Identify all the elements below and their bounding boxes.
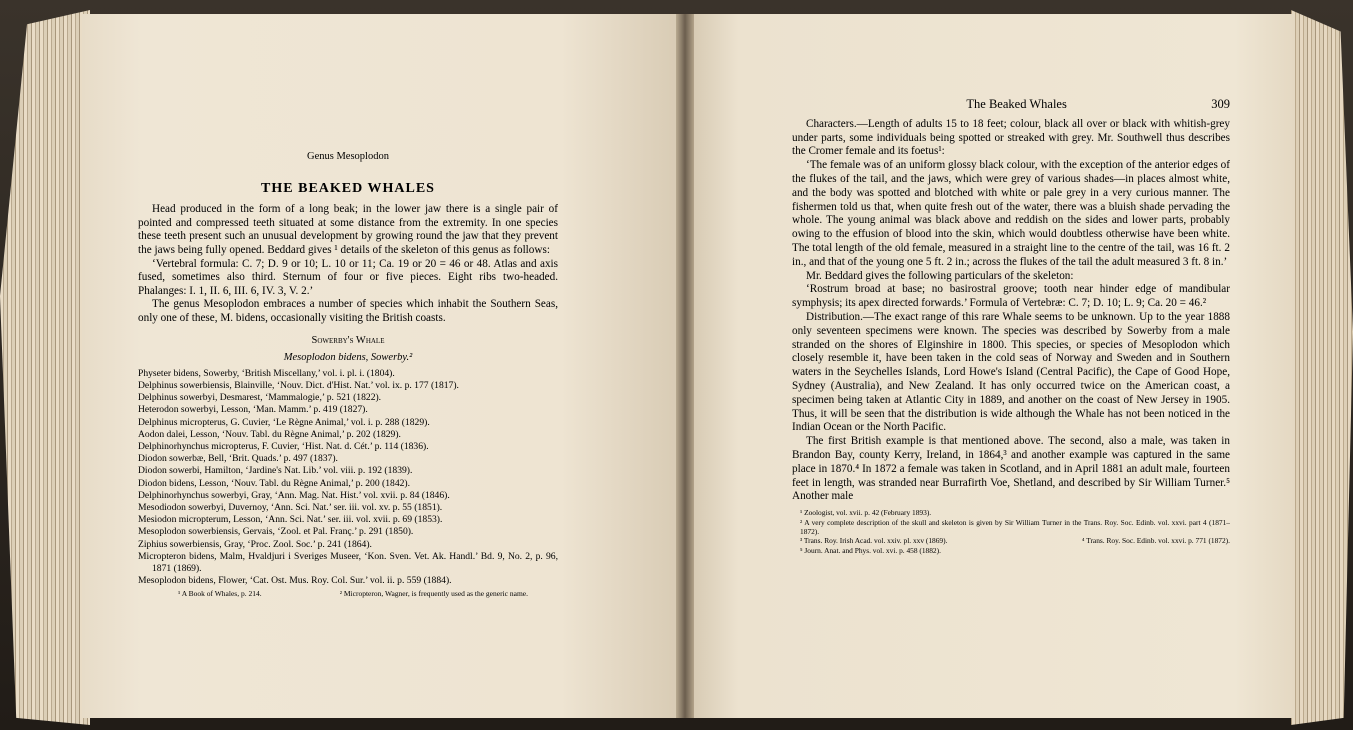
synonym-list — [138, 368, 558, 588]
synonym-entry: Mesiodon micropterum, Lesson, ‘Ann. Sci. Nat.’ ser. iii. vol. xvii. p. 69 (1853). — [138, 514, 443, 526]
page-title: THE BEAKED WHALES — [261, 180, 435, 196]
footnote: ⁵ Journ. Anat. and Phys. vol. xvi. p. 458 (1882). — [800, 545, 941, 555]
synonym-entry: Delphinus micropterus, G. Cuvier, ‘Le Règne Animal,’ vol. i. p. 288 (1829). — [138, 416, 430, 428]
footnote: ³ Trans. Roy. Irish Acad. vol. xxiv. pl. xxv (1869). — [800, 536, 948, 546]
genus-label: Genus Mesoplodon — [307, 151, 389, 162]
synonym-entry: Delphinorhynchus micropterus, F. Cuvier, ‘Hist. Nat. d. Cét.’ p. 114 (1836). — [138, 440, 429, 452]
synonym-entry: Diodon sowerbæ, Bell, ‘Brit. Quads.’ p. 497 (1837). — [138, 453, 338, 465]
characters-paragraph: Characters.—Length of adults 15 to 18 feet; colour, black all over or black with whitish-grey under parts, some individuals being spotted or streaked with grey. Mr. Southwell thus describes the Cromer female and its foetus¹: — [792, 117, 1230, 158]
synonym-entry: Physeter bidens, Sowerby, ‘British Miscellany,’ vol. i. pl. i. (1804). — [138, 367, 395, 379]
book-gutter — [676, 14, 694, 718]
right-footnotes — [792, 508, 1230, 555]
footnote: ² Micropteron, Wagner, is frequently used as the generic name. — [339, 589, 528, 599]
beddard-paragraph: Mr. Beddard gives the following particulars of the skeleton: — [806, 269, 1074, 282]
footnote: ⁴ Trans. Roy. Soc. Edinb. vol. xxvi. p. 771 (1872). — [1081, 536, 1230, 546]
rostrum-paragraph: ‘Rostrum broad at base; no basirostral groove; tooth near hinder edge of mandibular symphysis; its apex directed forwards.’ Formula of Vertebræ: C. 7; D. 10; L. 9; Ca. 20 = 46.² — [792, 283, 1230, 310]
synonym-entry: Delphinus sowerbiensis, Blainville, ‘Nouv. Dict. d'Hist. Nat.’ vol. ix. p. 177 (1817). — [138, 379, 459, 391]
synonym-entry: Ziphius sowerbiensis, Gray, ‘Proc. Zool. Soc.’ p. 241 (1864). — [138, 538, 372, 550]
synonym-entry: Diodon bidens, Lesson, ‘Nouv. Tabl. du Règne Animal,’ p. 200 (1842). — [138, 477, 411, 489]
synonym-entry: Mesoplodon sowerbiensis, Gervais, ‘Zool. et Pal. Franç.’ p. 291 (1850). — [138, 526, 414, 538]
running-head-title: The Beaked Whales — [966, 97, 1067, 111]
british-examples-paragraph: The first British example is that mentioned above. The second, also a male, was taken in Brandon Bay, county Kerry, Ireland, in 1864,³ and another example was captured in the same place in 1870.⁴ In 1872 a female was taken in Scotland, and in April 1881 an adult male, fourteen feet in length, was stranded near Burrafirth Voe, Shetland, and described by Sir William Turner.⁵ Another male — [792, 435, 1230, 503]
page-edges-right — [1291, 10, 1353, 725]
footnote-row — [792, 536, 1230, 545]
synonym-entry: Mesoplodon bidens, Flower, ‘Cat. Ost. Mus. Roy. Col. Sur.’ vol. ii. p. 559 (1884). — [138, 575, 452, 587]
left-page-text — [138, 150, 558, 599]
footnote: ¹ A Book of Whales, p. 214. — [178, 589, 262, 599]
left-footnotes — [138, 589, 558, 599]
synonym-entry: Micropteron bidens, Malm, Hvaldjuri i Sveriges Museer, ‘Kon. Sven. Vet. Ak. Handl.’ Bd. 9, No. 2, p. 96, 1871 (1869). — [138, 550, 558, 574]
vertebral-formula: ‘Vertebral formula: C. 7; D. 9 or 10; L. 10 or 11; Ca. 19 or 20 = 46 or 48. Atlas and axis fused, sometimes also third. Sternum of four or five pieces. Eight ribs two-headed. Phalanges: I. 1, II. 6, III. 6, IV. 3, V. 2.’ — [138, 257, 558, 297]
species-heading: Sowerby's Whale — [311, 334, 385, 346]
synonym-entry: Mesodiodon sowerbyi, Duvernoy, ‘Ann. Sci. Nat.’ ser. iii. vol. xv. p. 55 (1851). — [138, 501, 443, 513]
species-name: Mesoplodon bidens, Sowerby.² — [283, 352, 413, 364]
synonym-entry: Diodon sowerbi, Hamilton, ‘Jardine's Nat. Lib.’ vol. viii. p. 192 (1839). — [138, 465, 413, 477]
distribution-paragraph: Distribution.—The exact range of this rare Whale seems to be unknown. Up to the year 1888 only seventeen specimens were known. The species was described by Sowerby from a male stranded on the shores of Elginshire in 1800. This species, or species of Mesoplodon which closely resemble it, have been taken in the cold seas of Norway and Sweden and in Southern waters in the Seychelles Islands, Lord Howe's Island (Central Pacific), the Cape of Good Hope, Sydney (Australia), and New Zealand. It has only occurred twice on the American coast, a specimen being taken at Atlantic City in 1889, and another on the coast of New Jersey in 1905. Thus, it will be seen that the distribution is wide although the Whale has not been noticed in the Indian Ocean or the North Pacific. — [792, 310, 1230, 434]
synonym-entry: Aodon dalei, Lesson, ‘Nouv. Tabl. du Règne Animal,’ p. 202 (1829). — [138, 428, 401, 440]
genus-paragraph: The genus Mesoplodon embraces a number of species which inhabit the Southern Seas, only one of these, M. bidens, occasionally visiting the British coasts. — [138, 298, 558, 324]
running-head — [792, 98, 1230, 112]
right-page-text — [792, 98, 1230, 555]
intro-paragraph: Head produced in the form of a long beak; in the lower jaw there is a single pair of pointed and compressed teeth situated at some distance from the extremity. In one species these teeth present such an unusual development by growing round the jaw that they prevent the jaws being fully opened. Beddard gives ¹ details of the skeleton of this genus as follows: — [138, 203, 558, 256]
synonym-entry: Delphinorhynchus sowerbyi, Gray, ‘Ann. Mag. Nat. Hist.’ vol. xvii. p. 84 (1846). — [138, 489, 450, 501]
footnote: ² A very complete description of the skull and skeleton is given by Sir William Turner in the Trans. Roy. Soc. Edinb. vol. xxvi. part 4 (1871–1872). — [800, 517, 1230, 536]
synonym-entry: Heterodon sowerbyi, Lesson, ‘Man. Mamm.’ p. 419 (1827). — [138, 404, 368, 416]
footnote: ¹ Zoologist, vol. xvii. p. 42 (February 1893). — [800, 508, 932, 518]
page-edges-left — [0, 10, 90, 725]
synonym-entry: Delphinus sowerbyi, Desmarest, ‘Mammalogie,’ p. 521 (1822). — [138, 392, 382, 404]
description-quote: ‘The female was of an uniform glossy black colour, with the exception of the anterior edges of the flukes of the tail, and the jaws, which were grey of various shades—in places almost white, and the body was spotted and blotched with white or pale grey in a very curious manner. The fishermen told us that, when quite fresh out of the water, there was a bluish shade pervading the whole. The young animal was black above and reddish on the sides and lower parts, probably owing to the effusion of blood into the skin, which would doubtless otherwise have been white. The total length of the old female, measured in a straight line to the centre of the tail, was 16 ft. 2 in., and that of the young one 5 ft. 2 in.; across the flukes of the tail the adult measured 3 ft. 8 in.’ — [792, 159, 1230, 268]
page-number: 309 — [1211, 97, 1230, 111]
